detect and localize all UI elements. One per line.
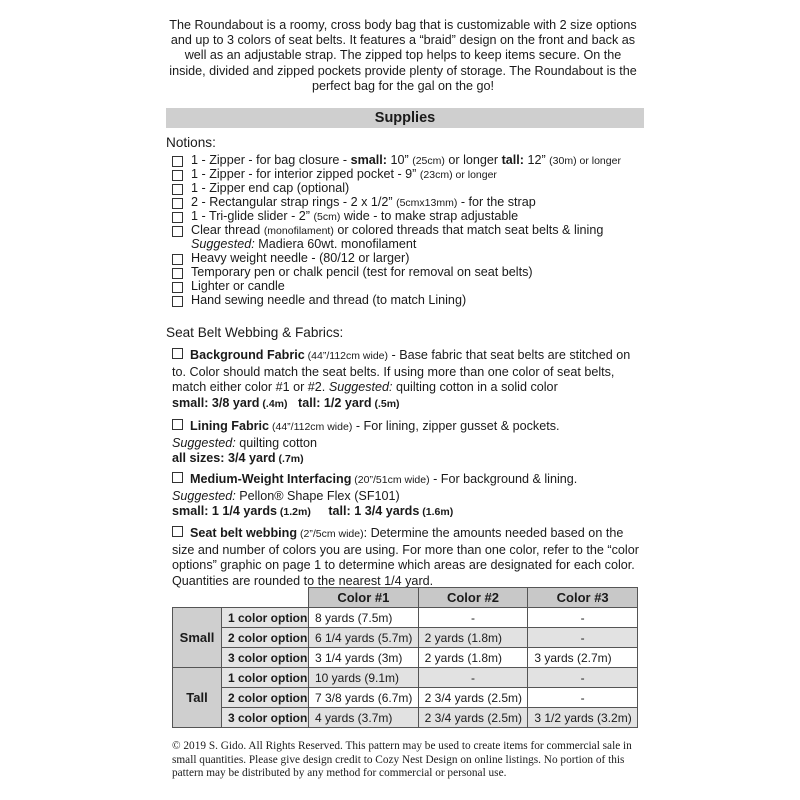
notion-item: Heavy weight needle - (80/12 or larger) — [172, 251, 652, 265]
table-row — [173, 708, 638, 728]
lining-fabric-block: Lining Fabric (44”/112cm wide) - For lining, zipper gusset & pockets. Suggested: quilting cotton all sizes: 3/4 yard (.7m) — [172, 419, 560, 465]
notion-item: 1 - Zipper - for interior zipped pocket - 9” (23cm) or longer — [172, 167, 652, 181]
notion-item: Clear thread (monofilament) or colored threads that match seat belts & lining Suggested: Madiera 60wt. monofilament — [172, 223, 652, 251]
checkbox[interactable] — [172, 296, 183, 307]
table-cell: 7 3/8 yards (6.7m) — [309, 688, 419, 708]
intro-paragraph: The Roundabout is a roomy, cross body bag that is customizable with 2 size options and up to 3 colors of seat belts. It features a “braid” design on the front and back as well as an adjustable strap. The zipped top helps to keep items secure. On the inside, divided and zipped pockets provide plenty of storage. The Roundabout is the perfect bag for the gal on the go! — [169, 18, 637, 93]
checkbox[interactable] — [172, 268, 183, 279]
table-cell: 10 yards (9.1m) — [309, 668, 419, 688]
checkbox[interactable] — [172, 184, 183, 195]
table-cell: - — [528, 608, 638, 628]
table-cell: 3 1/2 yards (3.2m) — [528, 708, 638, 728]
option-label: 1 color option — [222, 608, 309, 628]
notion-item: 1 - Zipper end cap (optional) — [172, 181, 652, 195]
option-label: 3 color option — [222, 648, 309, 668]
checkbox[interactable] — [172, 170, 183, 181]
checkbox[interactable] — [172, 348, 183, 359]
table-row — [173, 688, 638, 708]
notion-item: 1 - Zipper - for bag closure - small: 10” (25cm) or longer tall: 12” (30m) or longer — [172, 153, 652, 167]
table-row — [173, 608, 638, 628]
option-label: 2 color option — [222, 628, 309, 648]
notion-item: Lighter or candle — [172, 279, 652, 293]
supplies-banner: Supplies — [166, 108, 644, 128]
table-row — [173, 628, 638, 648]
checkbox[interactable] — [172, 254, 183, 265]
notions-heading: Notions: — [166, 135, 216, 150]
copyright-footer: © 2019 S. Gido. All Rights Reserved. This pattern may be used to create items for commercial sale in small quantities. Please give design credit to Cozy Nest Design on online listings. No portion of this pattern may be distributed by any method for commercial or personal use. — [172, 740, 632, 779]
table-cell: 6 1/4 yards (5.7m) — [309, 628, 419, 648]
table-cell: 3 yards (2.7m) — [528, 648, 638, 668]
interfacing-block: Medium-Weight Interfacing (20”/51cm wide) - For background & lining. Suggested: Pellon® Shape Flex (SF101) small: 1 1/4 yards (1.2m) tall: 1 3/4 yards (1.6m) — [172, 472, 578, 518]
checkbox[interactable] — [172, 156, 183, 167]
table-cell: 2 yards (1.8m) — [418, 648, 528, 668]
checkbox[interactable] — [172, 282, 183, 293]
table-header-row — [173, 588, 638, 608]
table-cell: - — [528, 688, 638, 708]
option-label: 2 color option — [222, 688, 309, 708]
size-label-tall: Tall — [173, 668, 222, 728]
option-label: 3 color option — [222, 708, 309, 728]
size-label-small: Small — [173, 608, 222, 668]
checkbox[interactable] — [172, 472, 183, 483]
seatbelt-webbing-block: Seat belt webbing (2”/5cm wide): Determine the amounts needed based on the size and number of colors you are using. For more than one color, refer to the “color options” graphic on page 1 to determine which areas are designated for each color. Quantities are rounded to the nearest 1/4 yard. — [172, 526, 639, 588]
notions-list — [172, 153, 652, 307]
table-row — [173, 668, 638, 688]
background-fabric-block: Background Fabric (44”/112cm wide) - Base fabric that seat belts are stitched on to. Color should match the seat belts. If using more than one color of seat belts, match either color #1 or #2. Suggested: quilting cotton in a solid color small: 3/8 yard (.4m) tall: 1/2 yard (.5m) — [172, 348, 631, 410]
column-header: Color #1 — [309, 588, 419, 608]
table-cell: 2 3/4 yards (2.5m) — [418, 688, 528, 708]
column-header: Color #2 — [418, 588, 528, 608]
checkbox[interactable] — [172, 419, 183, 430]
seatbelt-yardage-table — [172, 587, 638, 728]
table-cell: 2 3/4 yards (2.5m) — [418, 708, 528, 728]
table-cell: - — [418, 608, 528, 628]
table-row — [173, 648, 638, 668]
table-cell: - — [528, 628, 638, 648]
checkbox[interactable] — [172, 526, 183, 537]
notion-item: Temporary pen or chalk pencil (test for removal on seat belts) — [172, 265, 652, 279]
column-header: Color #3 — [528, 588, 638, 608]
checkbox[interactable] — [172, 212, 183, 223]
checkbox[interactable] — [172, 226, 183, 237]
notion-item: 2 - Rectangular strap rings - 2 x 1/2” (5cmx13mm) - for the strap — [172, 195, 652, 209]
checkbox[interactable] — [172, 198, 183, 209]
table-cell: 3 1/4 yards (3m) — [309, 648, 419, 668]
notion-item: Hand sewing needle and thread (to match Lining) — [172, 293, 652, 307]
table-corner — [173, 588, 309, 608]
table-cell: - — [528, 668, 638, 688]
table-cell: 2 yards (1.8m) — [418, 628, 528, 648]
table-cell: - — [418, 668, 528, 688]
table-cell: 4 yards (3.7m) — [309, 708, 419, 728]
option-label: 1 color option — [222, 668, 309, 688]
webbing-heading: Seat Belt Webbing & Fabrics: — [166, 325, 344, 340]
notion-item: 1 - Tri-glide slider - 2” (5cm) wide - to make strap adjustable — [172, 209, 652, 223]
table-cell: 8 yards (7.5m) — [309, 608, 419, 628]
